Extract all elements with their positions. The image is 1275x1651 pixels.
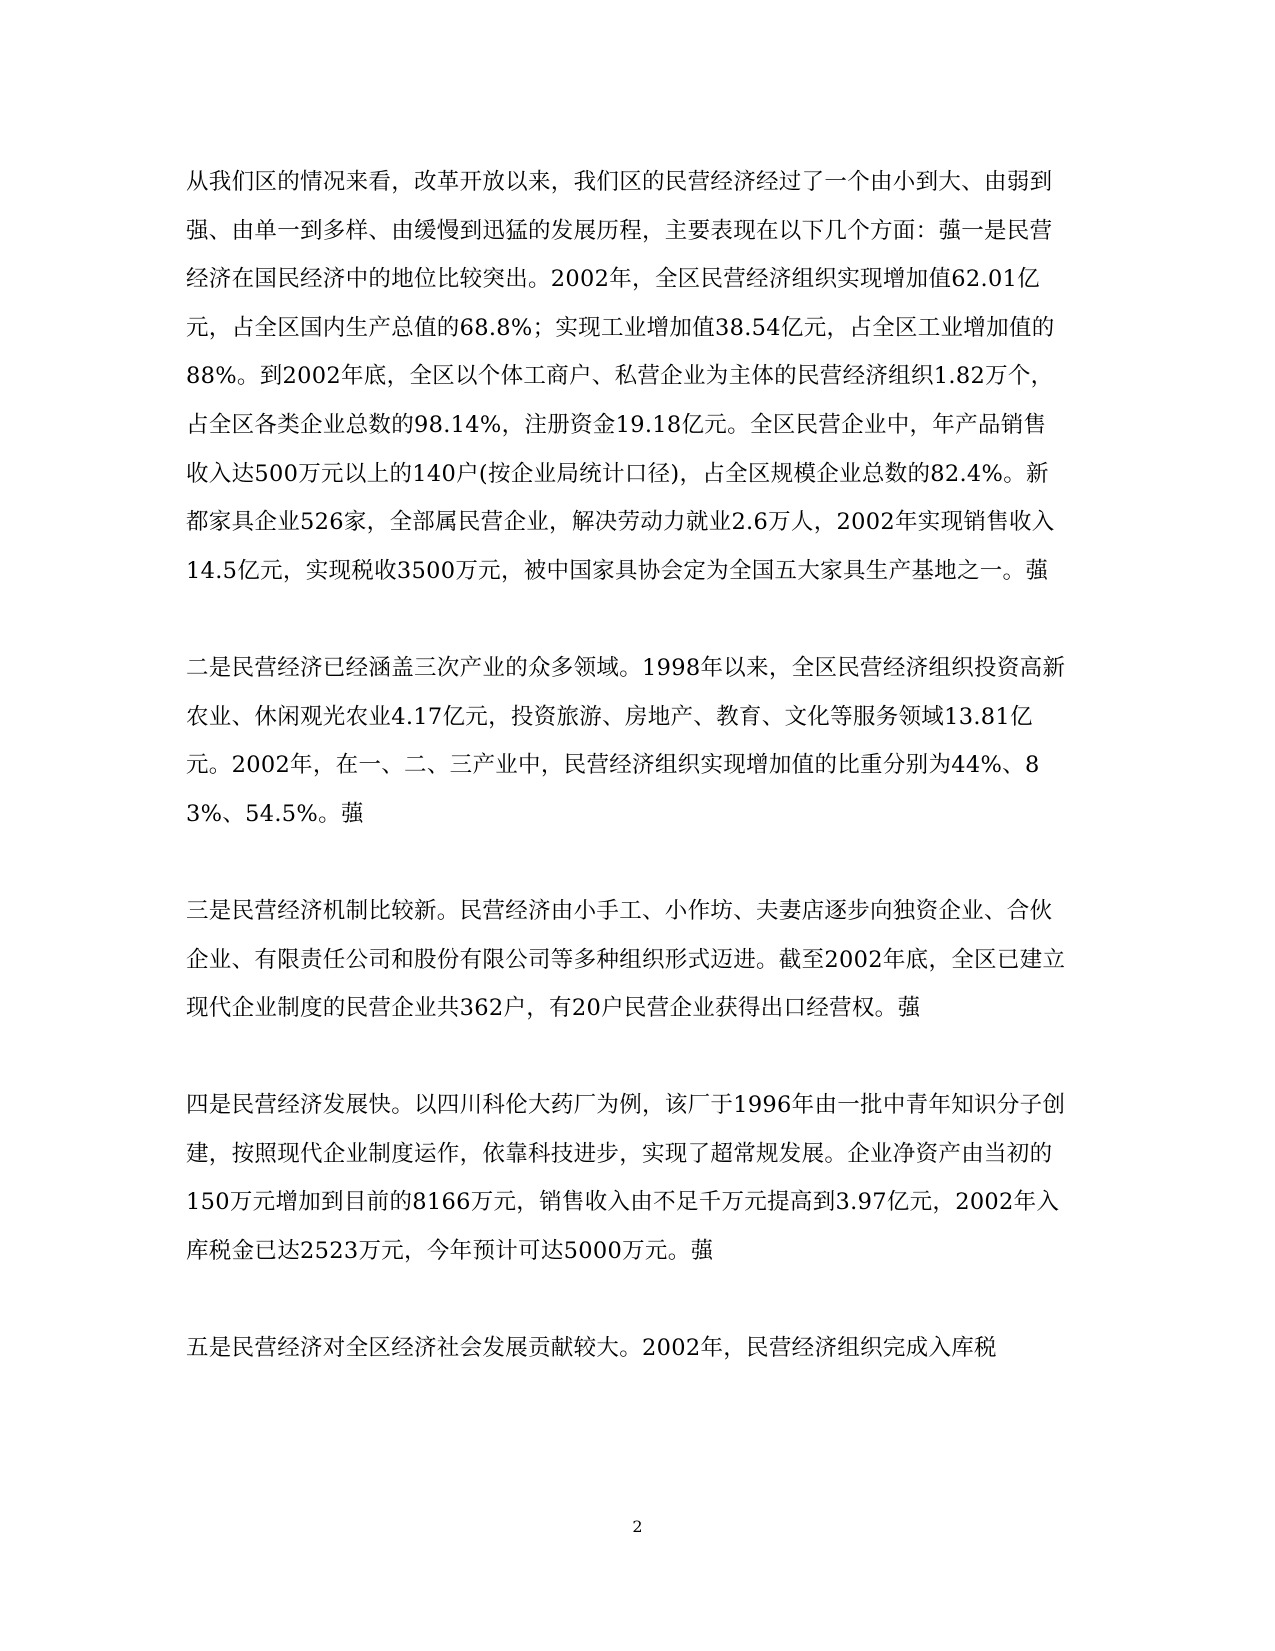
- paragraph-growth: 四是民营经济发展快。以四川科伦大药厂为例，该厂于1996年由一批中青年知识分子创建，按照现代企业制度运作，依靠科技进步，实现了超常规发展。企业净资产由当初的150万元增加到目前的8166万元，销售收入由不足千万元提高到3.97亿元，2002年入库税金已达2523万元，今年预计可达5000万元。蔃: [186, 1092, 1066, 1265]
- paragraph-gap: [186, 1033, 1066, 1082]
- paragraph-gap: [186, 1276, 1066, 1325]
- paragraph-overview: 从我们区的情况来看，改革开放以来，我们区的民营经济经过了一个由小到大、由弱到强、由单一到多样、由缓慢到迅猛的发展历程，主要表现在以下几个方面：蔃一是民营经济在国民经济中的地位比较突出。2002年，全区民营经济组织实现增加值62.01亿元，占全区国内生产总值的68.8%；实现工业增加值38.54亿元，占全区工业增加值的88%。到2002年底，全区以个体工商户、私营企业为主体的民营经济组织1.82万个，占全区各类企业总数的98.14%，注册资金19.18亿元。全区民营企业中，年产品销售收入达500万元以上的140户(按企业局统计口径)，占全区规模企业总数的82.4%。新都家具企业526家，全部属民营企业，解决劳动力就业2.6万人，2002年实现销售收入14.5亿元，实现税收3500万元，被中国家具协会定为全国五大家具生产基地之一。蔃: [186, 169, 1055, 584]
- paragraph-mechanism: 三是民营经济机制比较新。民营经济由小手工、小作坊、夫妻店逐步向独资企业、合伙企业、有限责任公司和股份有限公司等多种组织形式迈进。截至2002年底，全区已建立现代企业制度的民营企业共362户，有20户民营企业获得出口经营权。蔃: [186, 897, 1066, 1022]
- body-text: [186, 158, 1066, 1373]
- paragraph-gap: [186, 838, 1066, 887]
- paragraph-industries: 二是民营经济已经涵盖三次产业的众多领域。1998年以来，全区民营经济组织投资高新农业、休闲观光农业4.17亿元，投资旅游、房地产、教育、文化等服务领域13.81亿元。2002年，在一、二、三产业中，民营经济组织实现增加值的比重分别为44%、83%、54.5%。蔃: [186, 654, 1066, 827]
- paragraph-gap: [186, 595, 1066, 644]
- paragraph-contribution: 五是民营经济对全区经济社会发展贡献较大。2002年，民营经济组织完成入库税: [186, 1335, 997, 1362]
- page-number: 2: [632, 1517, 643, 1536]
